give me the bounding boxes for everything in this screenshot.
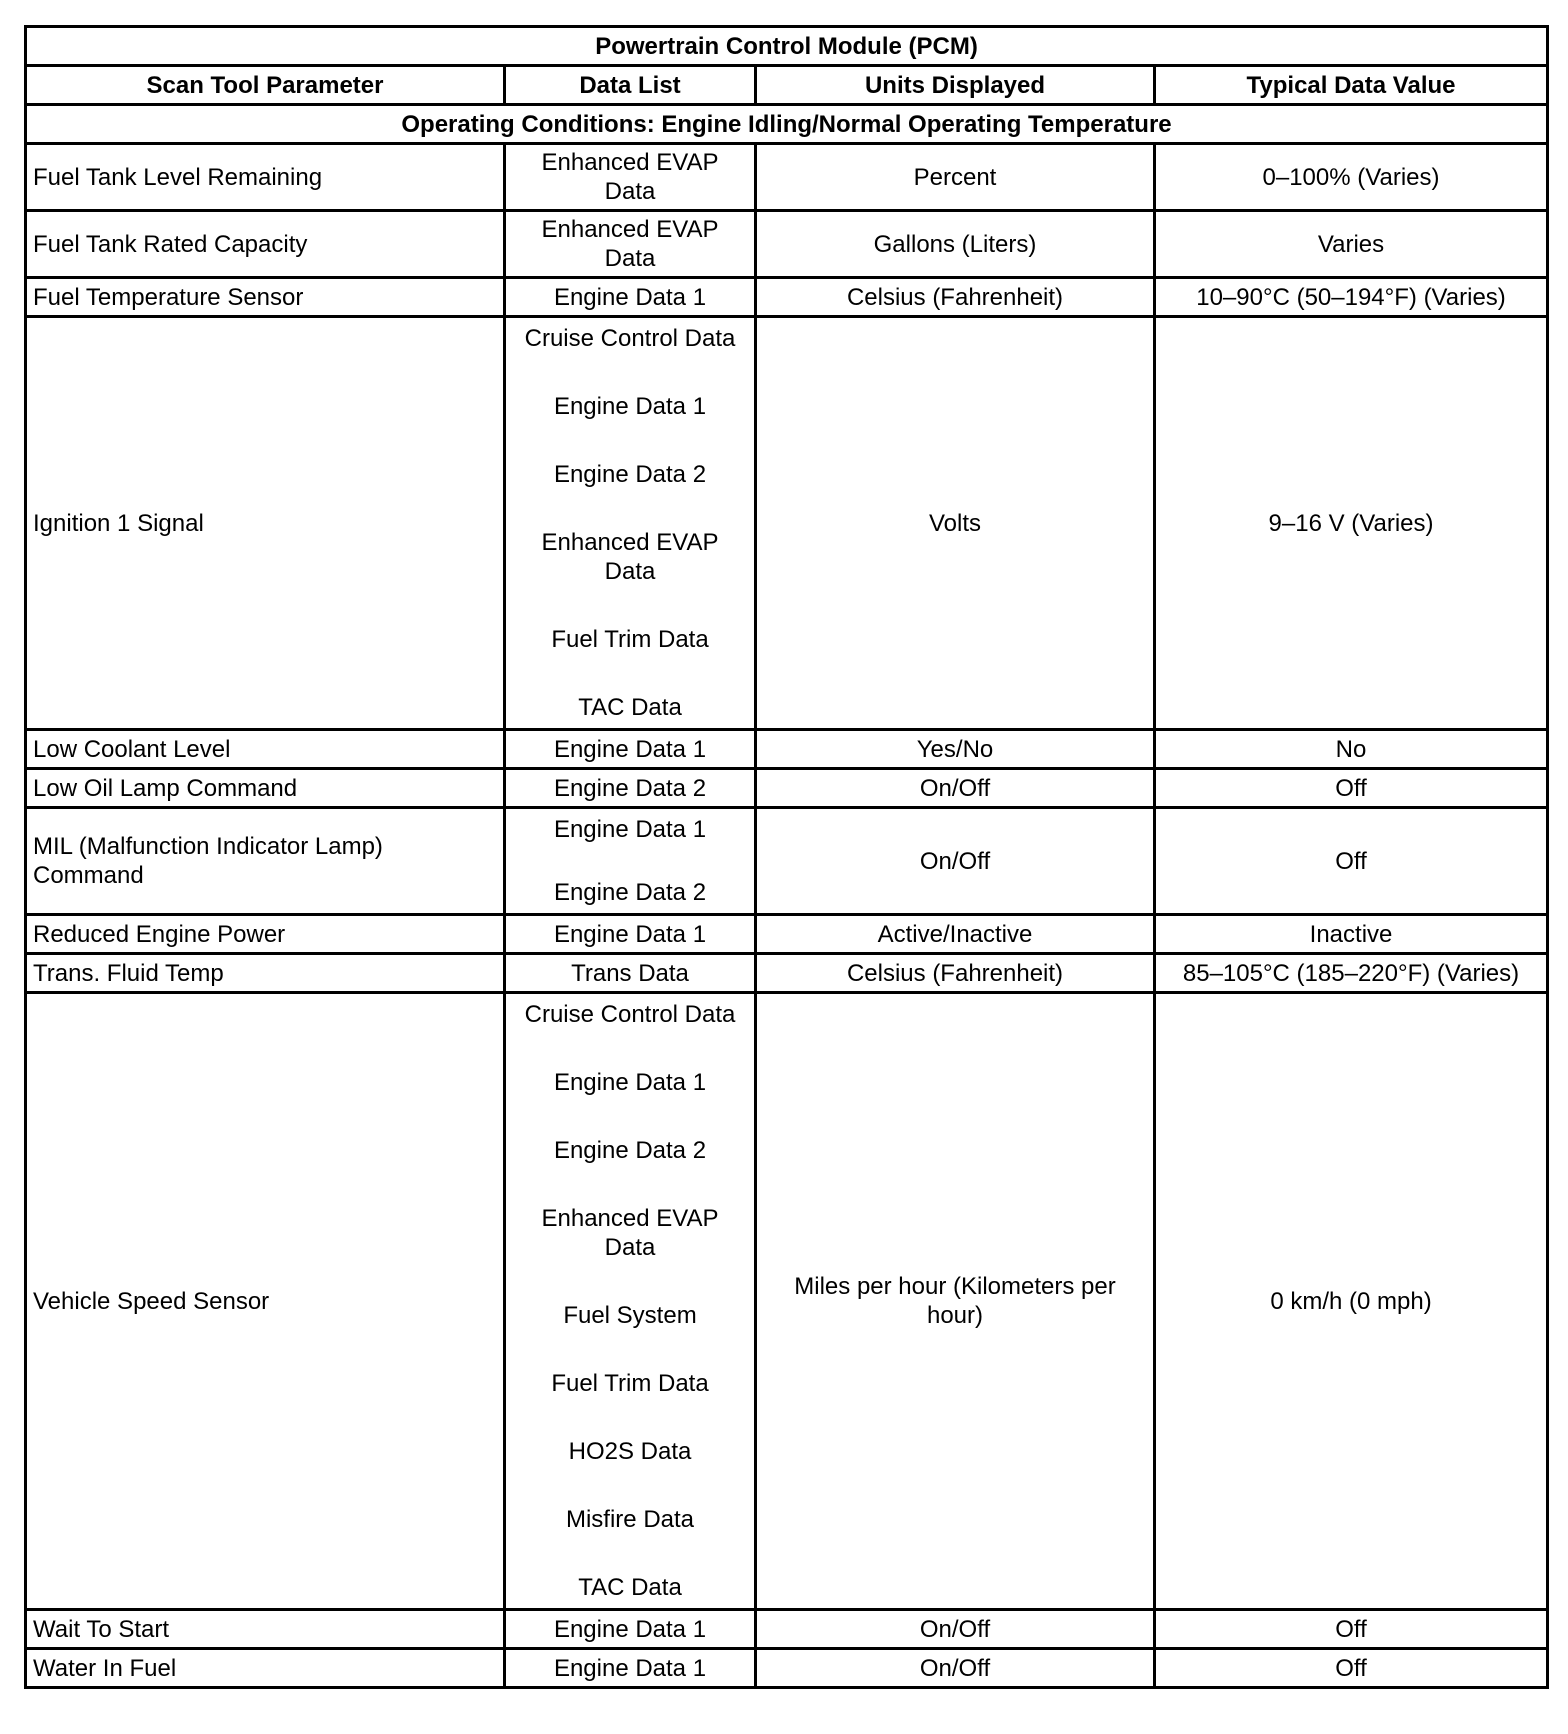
data-list-item: Engine Data 2 (553, 879, 707, 906)
data-list-item: Engine Data 1 (553, 393, 707, 420)
table-row (26, 808, 1548, 915)
units-cell: On/Off (756, 1649, 1155, 1688)
typical-cell: Inactive (1155, 915, 1548, 954)
units-cell: Gallons (Liters) (756, 211, 1155, 278)
table-row (26, 317, 1548, 730)
data-list-item: HO2S Data (568, 1438, 692, 1465)
data-list-cell: Engine Data 1 (505, 1610, 756, 1649)
data-list-item: Enhanced EVAP (541, 149, 719, 176)
data-list-item: Cruise Control Data (524, 325, 736, 352)
typical-cell: Off (1155, 1610, 1548, 1649)
data-list-item: Data (604, 245, 656, 272)
header-param: Scan Tool Parameter (26, 66, 505, 105)
data-list-cell (505, 993, 756, 1610)
table-row (26, 993, 1548, 1610)
typical-cell: 0–100% (Varies) (1155, 144, 1548, 211)
typical-cell: 10–90°C (50–194°F) (Varies) (1155, 278, 1548, 317)
data-list-cell (505, 808, 756, 915)
data-list-item-part: Enhanced EVAP (541, 1205, 719, 1232)
table-row (26, 144, 1548, 211)
table-row (26, 915, 1548, 954)
param-cell (26, 808, 505, 915)
param-cell: Fuel Tank Rated Capacity (26, 211, 505, 278)
data-list-item (541, 1204, 718, 1262)
param-cell: Water In Fuel (26, 1649, 505, 1688)
data-list-item: Fuel Trim Data (551, 1370, 709, 1397)
data-list-cell (505, 211, 756, 278)
data-list-cell: Engine Data 2 (505, 769, 756, 808)
header-typical: Typical Data Value (1155, 66, 1548, 105)
data-list-item: Engine Data 1 (553, 1069, 707, 1096)
typical-cell: Off (1155, 808, 1548, 915)
data-list-item: TAC Data (578, 694, 682, 721)
data-list-item-part: Data (604, 1234, 656, 1261)
typical-cell: Off (1155, 769, 1548, 808)
param-cell: Low Coolant Level (26, 730, 505, 769)
data-list-item (541, 528, 718, 586)
data-list-stack (512, 318, 748, 728)
operating-conditions: Operating Conditions: Engine Idling/Normal Operating Temperature (26, 105, 1548, 144)
typical-cell: No (1155, 730, 1548, 769)
units-cell: On/Off (756, 1610, 1155, 1649)
param-cell: Trans. Fluid Temp (26, 954, 505, 993)
units-cell: Yes/No (756, 730, 1155, 769)
data-list-cell (505, 317, 756, 730)
units-line: Miles per hour (Kilometers per (794, 1273, 1116, 1300)
table-title-row (26, 27, 1548, 66)
data-list-item: Enhanced EVAP (541, 216, 719, 243)
typical-cell: 0 km/h (0 mph) (1155, 993, 1548, 1610)
units-cell: Active/Inactive (756, 915, 1155, 954)
data-list-item: Fuel Trim Data (551, 626, 709, 653)
header-units: Units Displayed (756, 66, 1155, 105)
param-line: MIL (Malfunction Indicator Lamp) (33, 833, 383, 860)
pcm-data-table (24, 25, 1549, 1689)
param-cell: Vehicle Speed Sensor (26, 993, 505, 1610)
units-cell: On/Off (756, 808, 1155, 915)
param-line: Command (33, 862, 144, 889)
data-list-item: Engine Data 1 (553, 816, 707, 843)
units-cell (756, 993, 1155, 1610)
table-row (26, 1610, 1548, 1649)
data-list-cell: Trans Data (505, 954, 756, 993)
table-title: Powertrain Control Module (PCM) (26, 27, 1548, 66)
data-list-item: Misfire Data (565, 1506, 695, 1533)
data-list-item: Fuel System (563, 1302, 697, 1329)
data-list-item: Data (604, 178, 656, 205)
data-list-item: Cruise Control Data (524, 1001, 736, 1028)
typical-cell: Off (1155, 1649, 1548, 1688)
table-row (26, 1649, 1548, 1688)
units-cell: Celsius (Fahrenheit) (756, 954, 1155, 993)
units-cell: Celsius (Fahrenheit) (756, 278, 1155, 317)
data-list-stack (512, 809, 748, 913)
param-cell: Reduced Engine Power (26, 915, 505, 954)
conditions-row (26, 105, 1548, 144)
typical-cell: 9–16 V (Varies) (1155, 317, 1548, 730)
param-cell: Low Oil Lamp Command (26, 769, 505, 808)
data-list-cell: Engine Data 1 (505, 730, 756, 769)
data-list-cell: Engine Data 1 (505, 278, 756, 317)
param-cell: Fuel Temperature Sensor (26, 278, 505, 317)
units-line: hour) (926, 1302, 984, 1329)
data-list-cell (505, 144, 756, 211)
data-list-cell: Engine Data 1 (505, 915, 756, 954)
table-row (26, 730, 1548, 769)
param-cell: Wait To Start (26, 1610, 505, 1649)
typical-cell: Varies (1155, 211, 1548, 278)
param-cell: Ignition 1 Signal (26, 317, 505, 730)
data-list-cell: Engine Data 1 (505, 1649, 756, 1688)
header-data-list: Data List (505, 66, 756, 105)
data-list-item: TAC Data (578, 1574, 682, 1601)
table-row (26, 278, 1548, 317)
units-cell: Percent (756, 144, 1155, 211)
data-list-stack (512, 994, 748, 1608)
data-list-item-part: Data (604, 558, 656, 585)
typical-cell: 85–105°C (185–220°F) (Varies) (1155, 954, 1548, 993)
param-cell: Fuel Tank Level Remaining (26, 144, 505, 211)
data-list-item-part: Enhanced EVAP (541, 529, 719, 556)
table-row (26, 954, 1548, 993)
table-row (26, 769, 1548, 808)
data-list-item: Engine Data 2 (553, 461, 707, 488)
units-cell: On/Off (756, 769, 1155, 808)
data-list-item: Engine Data 2 (553, 1137, 707, 1164)
header-row (26, 66, 1548, 105)
units-cell: Volts (756, 317, 1155, 730)
table-row (26, 211, 1548, 278)
